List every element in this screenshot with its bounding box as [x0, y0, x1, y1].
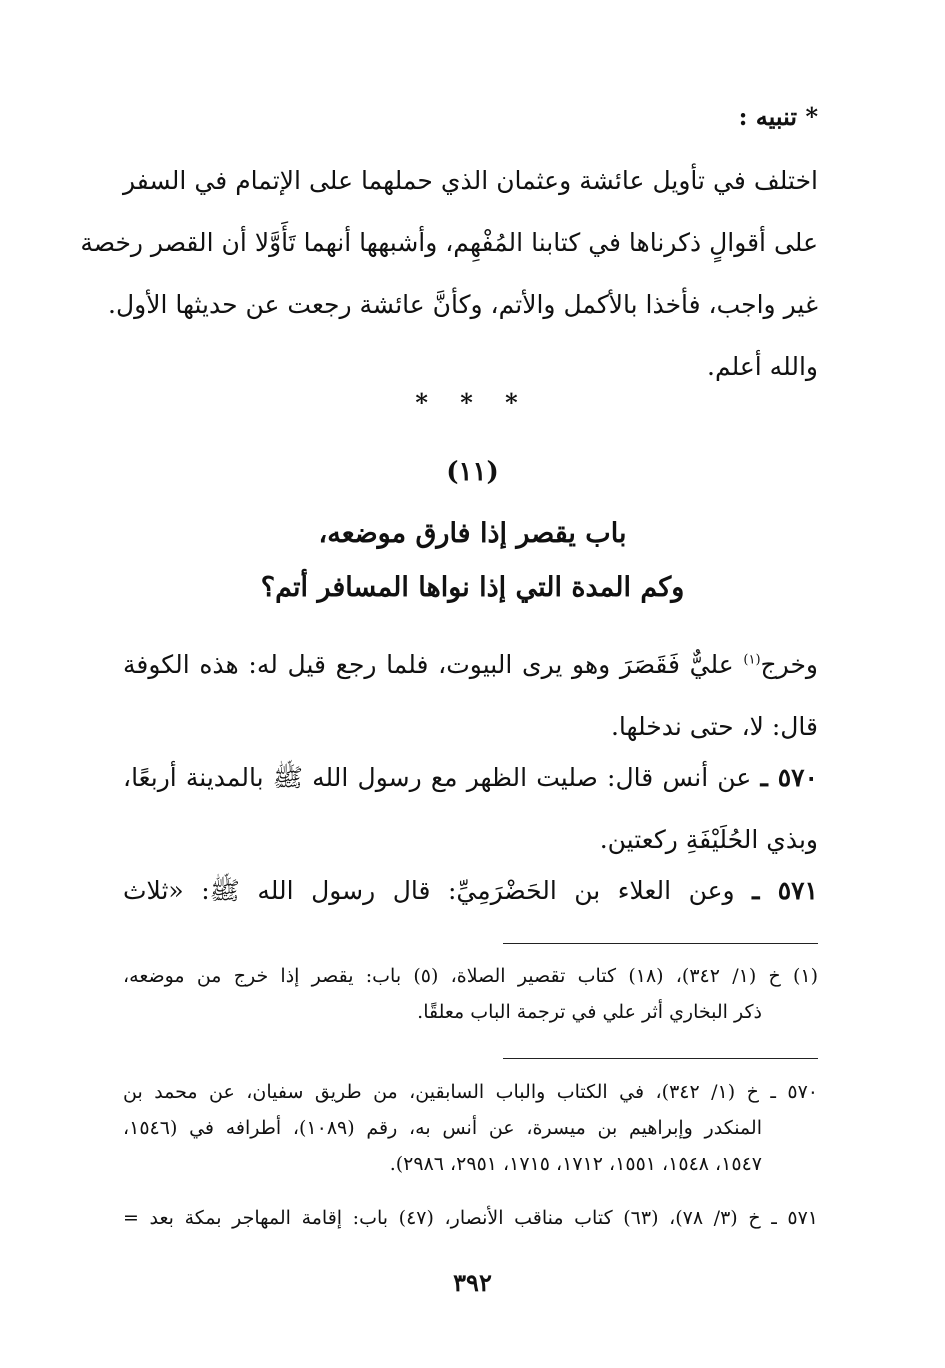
paragraph-text: وخرج [760, 650, 818, 679]
footnote-1 [123, 958, 818, 1030]
note-571 [123, 1200, 818, 1236]
paragraph-tanbih [80, 150, 818, 398]
paragraph-line: على أقوالٍ ذكرناها في كتابنا المُفْهِم، وأشبهها أنهما تَأَوَّلا أن القصر رخصة [80, 228, 818, 257]
footnote-marker[interactable]: (١) [743, 652, 761, 668]
chapter-number: (١١) [446, 457, 499, 487]
note-570 [123, 1074, 818, 1182]
notes-divider [503, 1058, 818, 1059]
paragraph-line [123, 747, 818, 809]
page-number: ٣٩٢ [453, 1268, 492, 1297]
paragraph-line [123, 860, 818, 922]
chapter-title-line-2: وكم المدة التي إذا نواها المسافر أتم؟ [260, 572, 685, 603]
footnote-line: ذكر البخاري أثر علي في ترجمة الباب معلقًا. [417, 1001, 762, 1023]
paragraph-kharaja [123, 634, 818, 758]
paragraph-line: قال: لا، حتى ندخلها. [610, 712, 818, 741]
paragraph-line: اختلف في تأويل عائشة وعثمان الذي حملهما على الإتمام في السفر [123, 166, 818, 195]
notice-heading: * تنبيه : [738, 102, 818, 131]
footnote-divider [503, 943, 818, 944]
hadith-number: ٥٧١ ـ [752, 876, 818, 905]
note-line: ٥٧١ ـ خ (٣/ ٧٨)، (٦٣) كتاب مناقب الأنصار، (٤٧) باب: إقامة المهاجر بمكة بعد = [123, 1207, 818, 1229]
note-line: ٥٧٠ ـ خ (١/ ٣٤٢)، في الكتاب والباب السابقين، من طريق سفيان، عن محمد بن [123, 1081, 818, 1103]
paragraph-line: والله أعلم. [707, 352, 818, 381]
hadith-text: عن أنس قال: صليت الظهر مع رسول الله ﷺ بالمدينة أربعًا، [123, 763, 761, 792]
hadith-text: وعن العلاء بن الحَضْرَمِيِّ: قال رسول الله ﷺ: «ثلاث [123, 876, 753, 905]
chapter-title-line-1: باب يقصر إذا فارق موضعه، [318, 518, 627, 549]
paragraph-line: وبذي الحُلَيْفَةِ ركعتين. [599, 825, 818, 854]
paragraph-text: عليٌّ فَقَصَرَ وهو يرى البيوت، فلما رجع قيل له: هذه الكوفة [123, 650, 744, 679]
section-separator: * * * [415, 388, 530, 417]
paragraph-line: غير واجب، فأخذا بالأكمل والأتم، وكأنَّ عائشة رجعت عن حديثها الأول. [108, 290, 818, 319]
note-line: المنكدر وإبراهيم بن ميسرة، عن أنس به، رقم (١٠٨٩)، أطرافه في (١٥٤٦، [123, 1117, 762, 1139]
footnote-line: (١) خ (١/ ٣٤٢)، (١٨) كتاب تقصير الصلاة، (٥) باب: يقصر إذا خرج من موضعه، [123, 965, 819, 987]
hadith-571 [123, 860, 818, 922]
paragraph-line [123, 634, 818, 696]
note-line: ١٥٤٧، ١٥٤٨، ١٥٥١، ١٧١٢، ١٧١٥، ٢٩٥١، ٢٩٨٦). [389, 1153, 762, 1175]
hadith-number: ٥٧٠ ـ [760, 763, 818, 792]
hadith-570 [123, 747, 818, 871]
